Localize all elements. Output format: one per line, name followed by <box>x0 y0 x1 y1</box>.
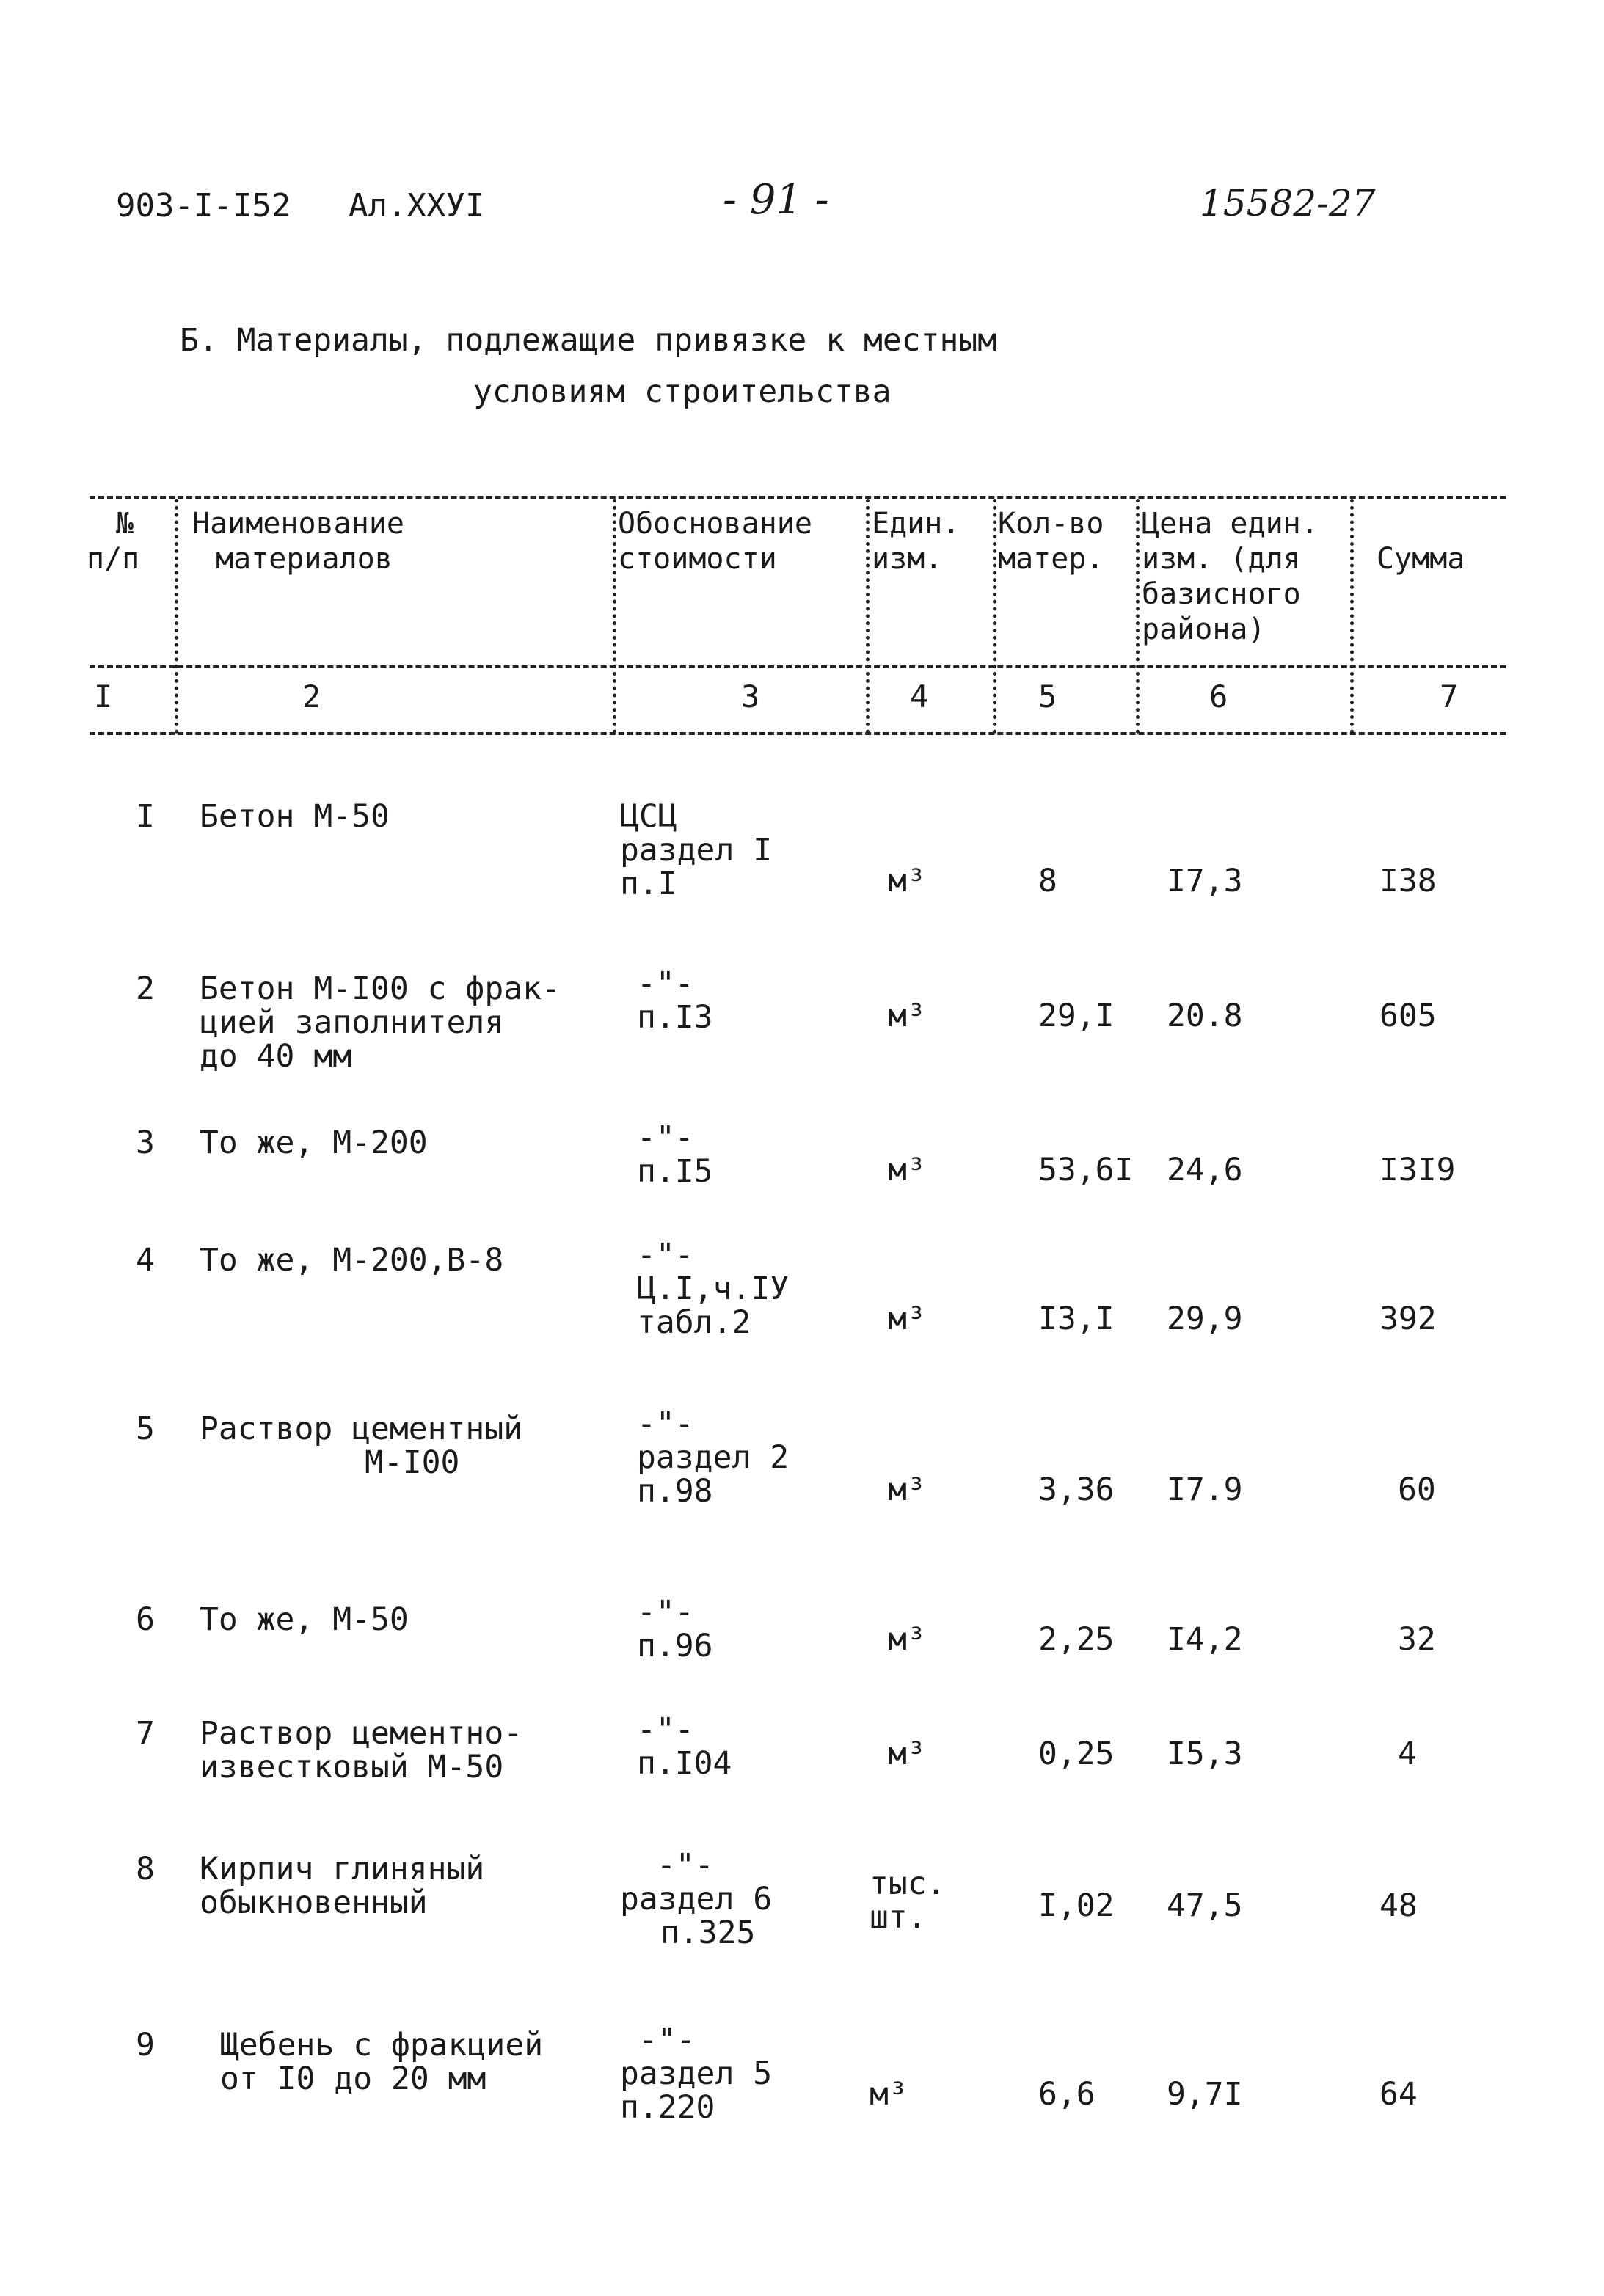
quantity: 0,25 <box>1038 1736 1115 1772</box>
cost-basis: -"- п.I5 <box>637 1119 713 1190</box>
unit-price: I4,2 <box>1167 1621 1243 1658</box>
column-number: 5 <box>1038 679 1057 714</box>
unit: м³ <box>888 1152 926 1188</box>
material-name: Раствор цементно- известковый М-50 <box>200 1715 523 1785</box>
unit-price: 9,7I <box>1167 2076 1243 2113</box>
column-numbers-rule <box>90 732 1506 735</box>
cost-basis: -"- раздел 6 п.325 <box>620 1847 773 1951</box>
quantity: 53,6I <box>1038 1152 1134 1188</box>
unit: м³ <box>888 1301 926 1337</box>
row-number: 3 <box>136 1125 155 1161</box>
album-number: Ал.XXУI <box>349 187 485 224</box>
material-name: То же, М-200 <box>200 1125 428 1161</box>
sum: 392 <box>1379 1301 1437 1337</box>
unit-price: I7.9 <box>1167 1471 1243 1508</box>
cost-basis: -"- раздел 2 п.98 <box>637 1405 790 1510</box>
row-number: I <box>136 798 155 835</box>
unit-price: 29,9 <box>1167 1301 1243 1337</box>
quantity: 2,25 <box>1038 1621 1115 1658</box>
quantity: I3,I <box>1038 1301 1115 1337</box>
unit-price: I5,3 <box>1167 1736 1243 1772</box>
unit-price: I7,3 <box>1167 863 1243 899</box>
column-separator <box>1350 499 1354 734</box>
unit: м³ <box>888 863 926 899</box>
column-number: 6 <box>1209 679 1228 714</box>
column-number: I <box>94 679 113 714</box>
section-title-line-1: Б. Материалы, подлежащие привязке к местным <box>180 322 997 359</box>
row-number: 4 <box>136 1242 155 1279</box>
header-quantity: Кол-во матер. <box>998 507 1104 576</box>
header-unit: Един. изм. <box>872 507 960 576</box>
column-separator <box>866 499 870 734</box>
quantity: I,02 <box>1038 1887 1115 1924</box>
sum: 64 <box>1379 2076 1418 2113</box>
row-number: 2 <box>136 970 155 1007</box>
sum: I38 <box>1379 863 1437 899</box>
material-name: То же, М-50 <box>200 1601 409 1638</box>
sum: 32 <box>1398 1621 1436 1658</box>
quantity: 29,I <box>1038 998 1115 1034</box>
quantity: 3,36 <box>1038 1471 1115 1508</box>
table-top-rule <box>90 496 1506 499</box>
cost-basis: -"- п.I04 <box>637 1711 732 1782</box>
unit: м³ <box>888 1736 926 1772</box>
header-basis: Обоснование стоимости <box>618 507 812 576</box>
unit: м³ <box>888 998 926 1034</box>
column-number: 7 <box>1440 679 1459 714</box>
sum: 60 <box>1398 1471 1436 1508</box>
column-separator <box>1136 499 1140 734</box>
unit-price: 47,5 <box>1167 1887 1243 1924</box>
column-number: 2 <box>302 679 321 714</box>
header-price: Цена един. изм. (для базисного района) <box>1142 507 1319 646</box>
unit: тыс. шт. <box>870 1865 946 1936</box>
material-name: Бетон М-50 <box>200 798 390 835</box>
header-no: № п/п <box>87 507 140 576</box>
column-number: 4 <box>910 679 929 714</box>
column-separator <box>613 499 616 734</box>
cost-basis: -"- раздел 5 п.220 <box>620 2022 773 2126</box>
cost-basis: ЦСЦ раздел I п.I <box>620 798 773 902</box>
unit-price: 20.8 <box>1167 998 1243 1034</box>
unit-price: 24,6 <box>1167 1152 1243 1188</box>
column-separator <box>175 499 178 734</box>
row-number: 8 <box>136 1851 155 1887</box>
header-rule <box>90 665 1506 668</box>
sum: I3I9 <box>1379 1152 1456 1188</box>
column-number: 3 <box>741 679 760 714</box>
material-name: То же, М-200,В-8 <box>200 1242 504 1279</box>
column-separator <box>993 499 996 734</box>
cost-basis: -"- п.I3 <box>637 965 713 1036</box>
document-code: 903-I-I52 <box>116 187 291 224</box>
row-number: 5 <box>136 1411 155 1447</box>
row-number: 7 <box>136 1715 155 1752</box>
cost-basis: -"- п.96 <box>637 1594 713 1664</box>
material-name: Кирпич глиняный обыкновенный <box>200 1851 485 1921</box>
quantity: 6,6 <box>1038 2076 1096 2113</box>
cost-basis: -"- Ц.I,ч.IУ табл.2 <box>637 1237 790 1341</box>
unit: м³ <box>870 2076 908 2113</box>
header-name: Наименование материалов <box>192 507 404 576</box>
page-number: - 91 - <box>723 176 829 224</box>
unit: м³ <box>888 1621 926 1658</box>
row-number: 6 <box>136 1601 155 1638</box>
header-sum: Сумма <box>1377 542 1465 576</box>
quantity: 8 <box>1038 863 1057 899</box>
material-name: Раствор цементный М-I00 <box>200 1411 523 1481</box>
sum: 4 <box>1398 1736 1417 1772</box>
material-name: Щебень с фракцией от I0 до 20 мм <box>220 2027 544 2097</box>
sum: 605 <box>1379 998 1437 1034</box>
unit: м³ <box>888 1471 926 1508</box>
section-title-line-2: условиям строительства <box>473 373 892 410</box>
row-number: 9 <box>136 2027 155 2063</box>
material-name: Бетон М-I00 с фрак- цией заполнителя до 40 мм <box>200 970 561 1075</box>
doc-number: 15582-27 <box>1200 182 1376 224</box>
sum: 48 <box>1379 1887 1418 1924</box>
